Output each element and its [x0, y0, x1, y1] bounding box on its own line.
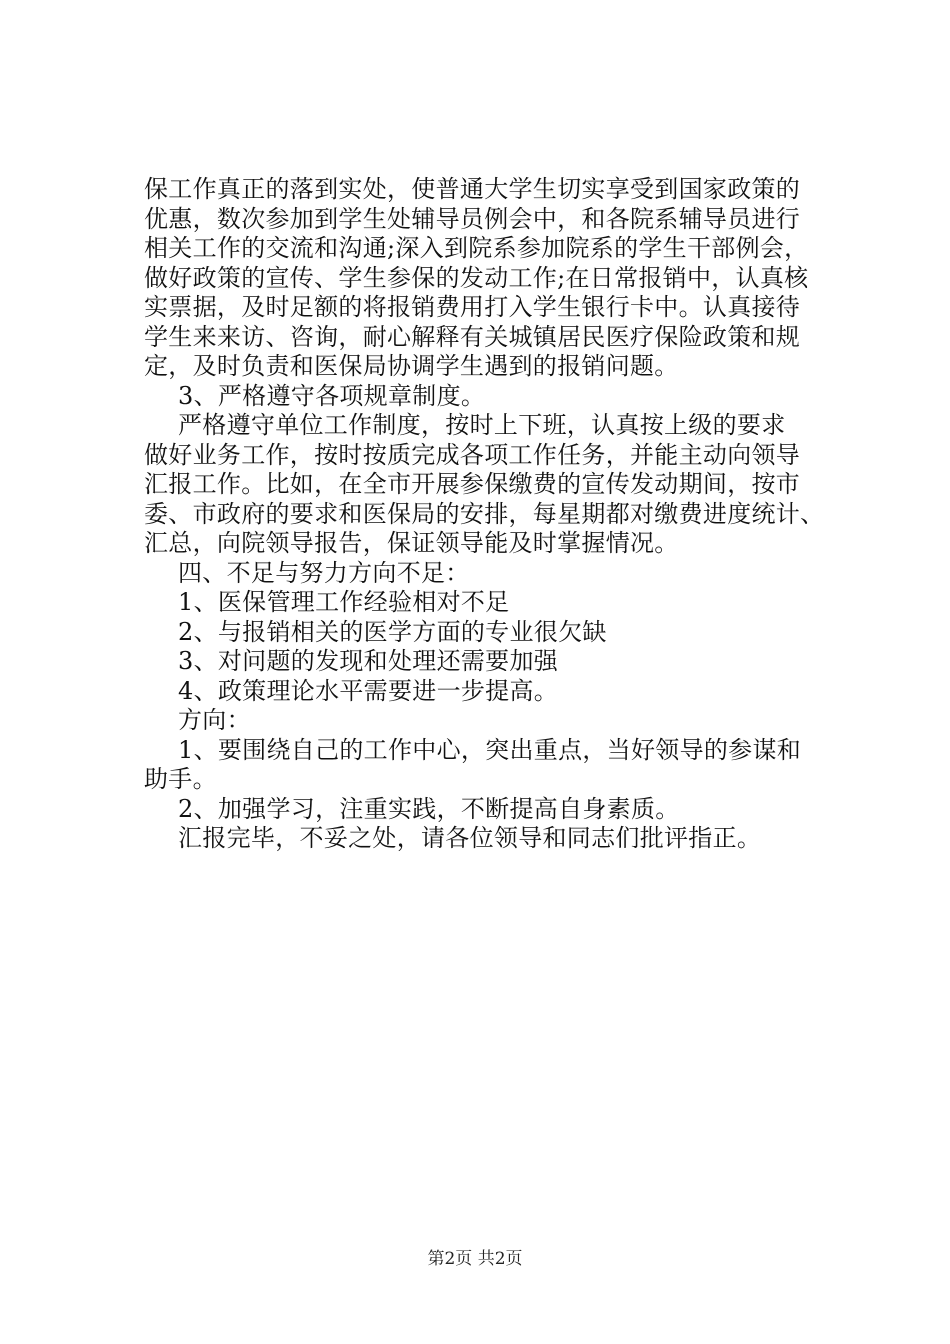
list-item: 1、要围绕自己的工作中心，突出重点，当好领导的参谋和: [178, 735, 802, 764]
list-item: 2、与报销相关的医学方面的专业很欠缺: [178, 617, 607, 646]
body-line: 汇报工作。比如，在全市开展参保缴费的宣传发动期间，按市: [144, 470, 801, 498]
section-heading: 方向：: [178, 706, 251, 734]
section-heading: 3、严格遵守各项规章制度。: [178, 381, 486, 410]
document-body: [144, 175, 844, 854]
body-line: 做好业务工作，按时按质完成各项工作任务，并能主动向领导: [144, 440, 801, 469]
list-item-continuation: 助手。: [144, 765, 217, 793]
list-item: 3、对问题的发现和处理还需要加强: [178, 647, 559, 675]
list-item: 2、加强学习，注重实践，不断提高自身素质。: [178, 794, 680, 823]
page-footer: [0, 1244, 950, 1269]
body-line: 严格遵守单位工作制度，按时上下班，认真按上级的要求: [178, 411, 786, 439]
body-line: 委、市政府的要求和医保局的安排，每星期都对缴费进度统计、: [144, 499, 825, 528]
body-line: 汇总，向院领导报告，保证领导能及时掌握情况。: [144, 529, 679, 557]
body-line: 相关工作的交流和沟通;深入到院系参加院系的学生干部例会，: [144, 234, 809, 262]
list-item: 4、政策理论水平需要进一步提高。: [178, 676, 559, 705]
closing-line: 汇报完毕，不妥之处，请各位领导和同志们批评指正。: [178, 824, 762, 852]
body-line: 优惠，数次参加到学生处辅导员例会中，和各院系辅导员进行: [144, 204, 801, 233]
body-line: 做好政策的宣传、学生参保的发动工作;在日常报销中，认真核: [144, 263, 809, 292]
body-line: 保工作真正的落到实处，使普通大学生切实享受到国家政策的: [144, 175, 801, 203]
section-heading: 四、不足与努力方向不足：: [178, 558, 470, 587]
page-number-label: 第2页 共2页: [427, 1249, 523, 1269]
body-line: 实票据，及时足额的将报销费用打入学生银行卡中。认真接待: [144, 293, 801, 321]
list-item: 1、医保管理工作经验相对不足: [178, 588, 510, 616]
body-line: 学生来来访、咨询，耐心解释有关城镇居民医疗保险政策和规: [144, 322, 801, 351]
body-line: 定，及时负责和医保局协调学生遇到的报销问题。: [144, 352, 679, 380]
